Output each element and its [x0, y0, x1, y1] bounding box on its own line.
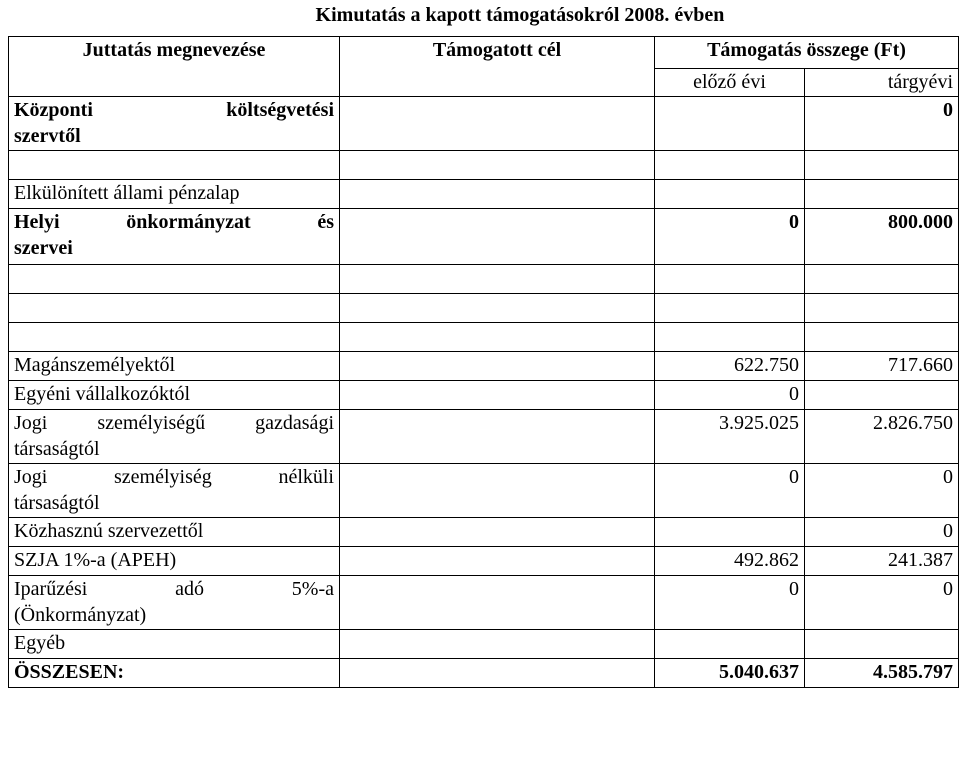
- row-prev: 492.862: [655, 547, 805, 576]
- row-curr: [805, 151, 959, 180]
- row-prev: [655, 151, 805, 180]
- row-goal: [340, 97, 655, 151]
- row-prev: [655, 180, 805, 209]
- row-goal: [340, 180, 655, 209]
- row-curr: 800.000: [805, 209, 959, 265]
- table-row: [9, 410, 959, 464]
- row-goal: [340, 381, 655, 410]
- row-label: [9, 151, 340, 180]
- row-goal: [340, 518, 655, 547]
- total-row: [9, 659, 959, 688]
- row-goal: [340, 323, 655, 352]
- total-goal: [340, 659, 655, 688]
- row-label: [9, 323, 340, 352]
- row-label: Jogi személyiségű gazdasági társaságtól: [9, 410, 340, 464]
- total-label: ÖSSZESEN:: [9, 659, 340, 688]
- table-row: [9, 209, 959, 265]
- row-goal: [340, 352, 655, 381]
- row-prev: [655, 294, 805, 323]
- row-prev: [655, 265, 805, 294]
- row-label: Magánszemélyektől: [9, 352, 340, 381]
- row-goal: [340, 547, 655, 576]
- row-curr: [805, 381, 959, 410]
- table-row: [9, 180, 959, 209]
- row-prev: 3.925.025: [655, 410, 805, 464]
- row-curr: [805, 630, 959, 659]
- row-goal: [340, 410, 655, 464]
- table-row: [9, 294, 959, 323]
- row-curr: 0: [805, 518, 959, 547]
- table-row: [9, 97, 959, 151]
- row-label: Jogi személyiség nélküli társaságtól: [9, 464, 340, 518]
- row-label: Elkülönített állami pénzalap: [9, 180, 340, 209]
- row-goal: [340, 151, 655, 180]
- row-prev: [655, 323, 805, 352]
- table-row: [9, 630, 959, 659]
- row-goal: [340, 464, 655, 518]
- header-amount: Támogatás összege (Ft): [655, 37, 959, 69]
- table-row: [9, 151, 959, 180]
- row-label: Központi költségvetési szervtől: [9, 97, 340, 151]
- row-prev: [655, 630, 805, 659]
- header-prev: előző évi: [655, 69, 805, 97]
- table-row: [9, 265, 959, 294]
- table-row: [9, 352, 959, 381]
- table-row: [9, 323, 959, 352]
- row-curr: [805, 294, 959, 323]
- row-label: [9, 294, 340, 323]
- table-row: [9, 576, 959, 630]
- row-label: Iparűzési adó 5%-a (Önkormányzat): [9, 576, 340, 630]
- row-label: Egyéb: [9, 630, 340, 659]
- row-curr: 241.387: [805, 547, 959, 576]
- row-curr: [805, 323, 959, 352]
- support-table: [8, 36, 959, 688]
- row-goal: [340, 294, 655, 323]
- row-goal: [340, 209, 655, 265]
- row-label: Egyéni vállalkozóktól: [9, 381, 340, 410]
- table-row: [9, 464, 959, 518]
- row-curr: [805, 265, 959, 294]
- header-name: Juttatás megnevezése: [9, 37, 340, 97]
- row-label: SZJA 1%-a (APEH): [9, 547, 340, 576]
- header-row: [9, 37, 959, 69]
- row-curr: 0: [805, 464, 959, 518]
- table-row: [9, 518, 959, 547]
- row-prev: 622.750: [655, 352, 805, 381]
- table-row: [9, 547, 959, 576]
- row-label: Közhasznú szervezettől: [9, 518, 340, 547]
- row-curr: 717.660: [805, 352, 959, 381]
- row-prev: [655, 518, 805, 547]
- row-curr: 0: [805, 576, 959, 630]
- header-curr: tárgyévi: [805, 69, 959, 97]
- row-prev: 0: [655, 464, 805, 518]
- row-label: [9, 265, 340, 294]
- header-goal: Támogatott cél: [340, 37, 655, 97]
- report-title: Kimutatás a kapott támogatásokról 2008. évben: [315, 4, 725, 26]
- row-curr: [805, 180, 959, 209]
- row-curr: 0: [805, 97, 959, 151]
- row-prev: [655, 97, 805, 151]
- total-curr: 4.585.797: [805, 659, 959, 688]
- row-label: Helyi önkormányzat és szervei: [9, 209, 340, 265]
- row-goal: [340, 630, 655, 659]
- row-goal: [340, 576, 655, 630]
- row-prev: 0: [655, 576, 805, 630]
- row-prev: 0: [655, 209, 805, 265]
- total-prev: 5.040.637: [655, 659, 805, 688]
- row-goal: [340, 265, 655, 294]
- row-curr: 2.826.750: [805, 410, 959, 464]
- row-prev: 0: [655, 381, 805, 410]
- table-row: [9, 381, 959, 410]
